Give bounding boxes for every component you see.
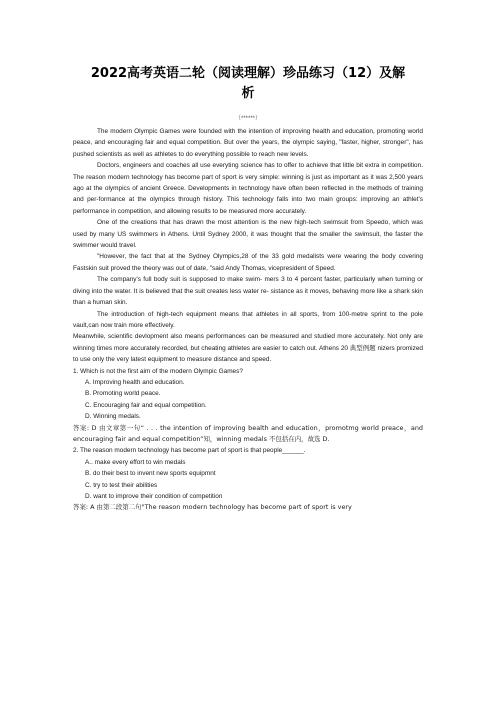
question-2-option: C. try to test their abilities xyxy=(85,481,158,489)
question-1-stem: 1. Which is not the first aim of the modern Olympic Games? xyxy=(73,367,243,375)
document-title xyxy=(60,64,436,104)
source-label: （******） xyxy=(234,116,261,122)
question-2-stem: 2. The reason modern technology has become part of sport is that people______. xyxy=(73,447,306,455)
question-1-answer: 答案: D 由文章第一句“ . . . the intention of improving bealth and education，promotmg world preace，and encouraging fair and equal competition”知，winning medals 不包括在内，故选 D. xyxy=(73,423,423,443)
question-1-option: D. Winning medals. xyxy=(85,413,141,421)
paragraph: The introduction of high-tech equipment means that athletes in all sports, from 100-metre sprint to the pole vault,can now train more effectively. xyxy=(73,310,423,329)
question-1-option: C. Encouraging fair and equal competition. xyxy=(85,401,207,409)
paragraph: Doctors, engineers and coaches all use everyting science has to offer to achieve that little bit extra in competition. The reason modern technology has become part of sport is very simple: winning is just as important as it was 2,500 years ago at the olympics of ancient Greece. Developments in technology have often been reflected in the methods of training and per-formance at the olympics through history. This technology falls into two main groups: improving an athlet's performance in competition, and allowing results to be measured more accurately. xyxy=(73,162,423,215)
paragraph: The modern Olympic Games were founded with the intention of improving health and education, promoting world peace, and encouraging fair and equal competition. But over the years, the olympic saying, "faster, higher, stronger", has pushed scientists as well as athletes to do everything possible to reach new levels. xyxy=(73,128,423,158)
question-2-option: D. want to improve their condition of competition xyxy=(85,493,223,500)
paragraph: Meanwhile, scientific devlopment also means performances can be measured and studied more accurately. Not only are winning times more accurately recorded, but cheating athletes are easier to catch out. Athens 20 典型例题 nizers promized to use only the very latest equipment to measure distance and speed. xyxy=(73,333,423,364)
question-2-option: A.. make every effort to win medals xyxy=(85,458,186,466)
question-1-option: A. Improving health and education. xyxy=(85,378,185,386)
paragraph: The company's full body suit is supposed to make swim- mers 3 to 4 percent faster, particularly when turning or diving into the water. It is believed that the suit creates less water re- sistance as it moves, behaving more like a shark skin than a human skin. xyxy=(73,276,423,307)
document-body xyxy=(73,126,423,514)
question-2-answer: 答案: A 由第二段第二句"The reason modern technology has become part of sport is very xyxy=(73,503,352,512)
question-1-option: B. Promoting world peace. xyxy=(85,390,161,398)
paragraph: One of the creations that has drawn the most attention is the new high-tech swimsuit from Speedo, which was used by many US swimmers in Athens. Until Sydney 2000, it was thought that the smaller the swimsuit, the faster the swimmer would travel. xyxy=(73,219,423,250)
title-line-1: 2022高考英语二轮（阅读理解）珍品练习（12）及解 xyxy=(90,66,406,81)
paragraph: "However, the fact that at the Sydney Olympics,28 of the 33 gold medalists were wearing the body covering Fastskin suit proved the theory was out of date, "said Andy Thomas, vicepresident of Speed. xyxy=(73,253,423,272)
title-line-2: 析 xyxy=(241,86,255,101)
question-2-option: B. do their best to invent new sports equipmnt xyxy=(85,470,216,478)
